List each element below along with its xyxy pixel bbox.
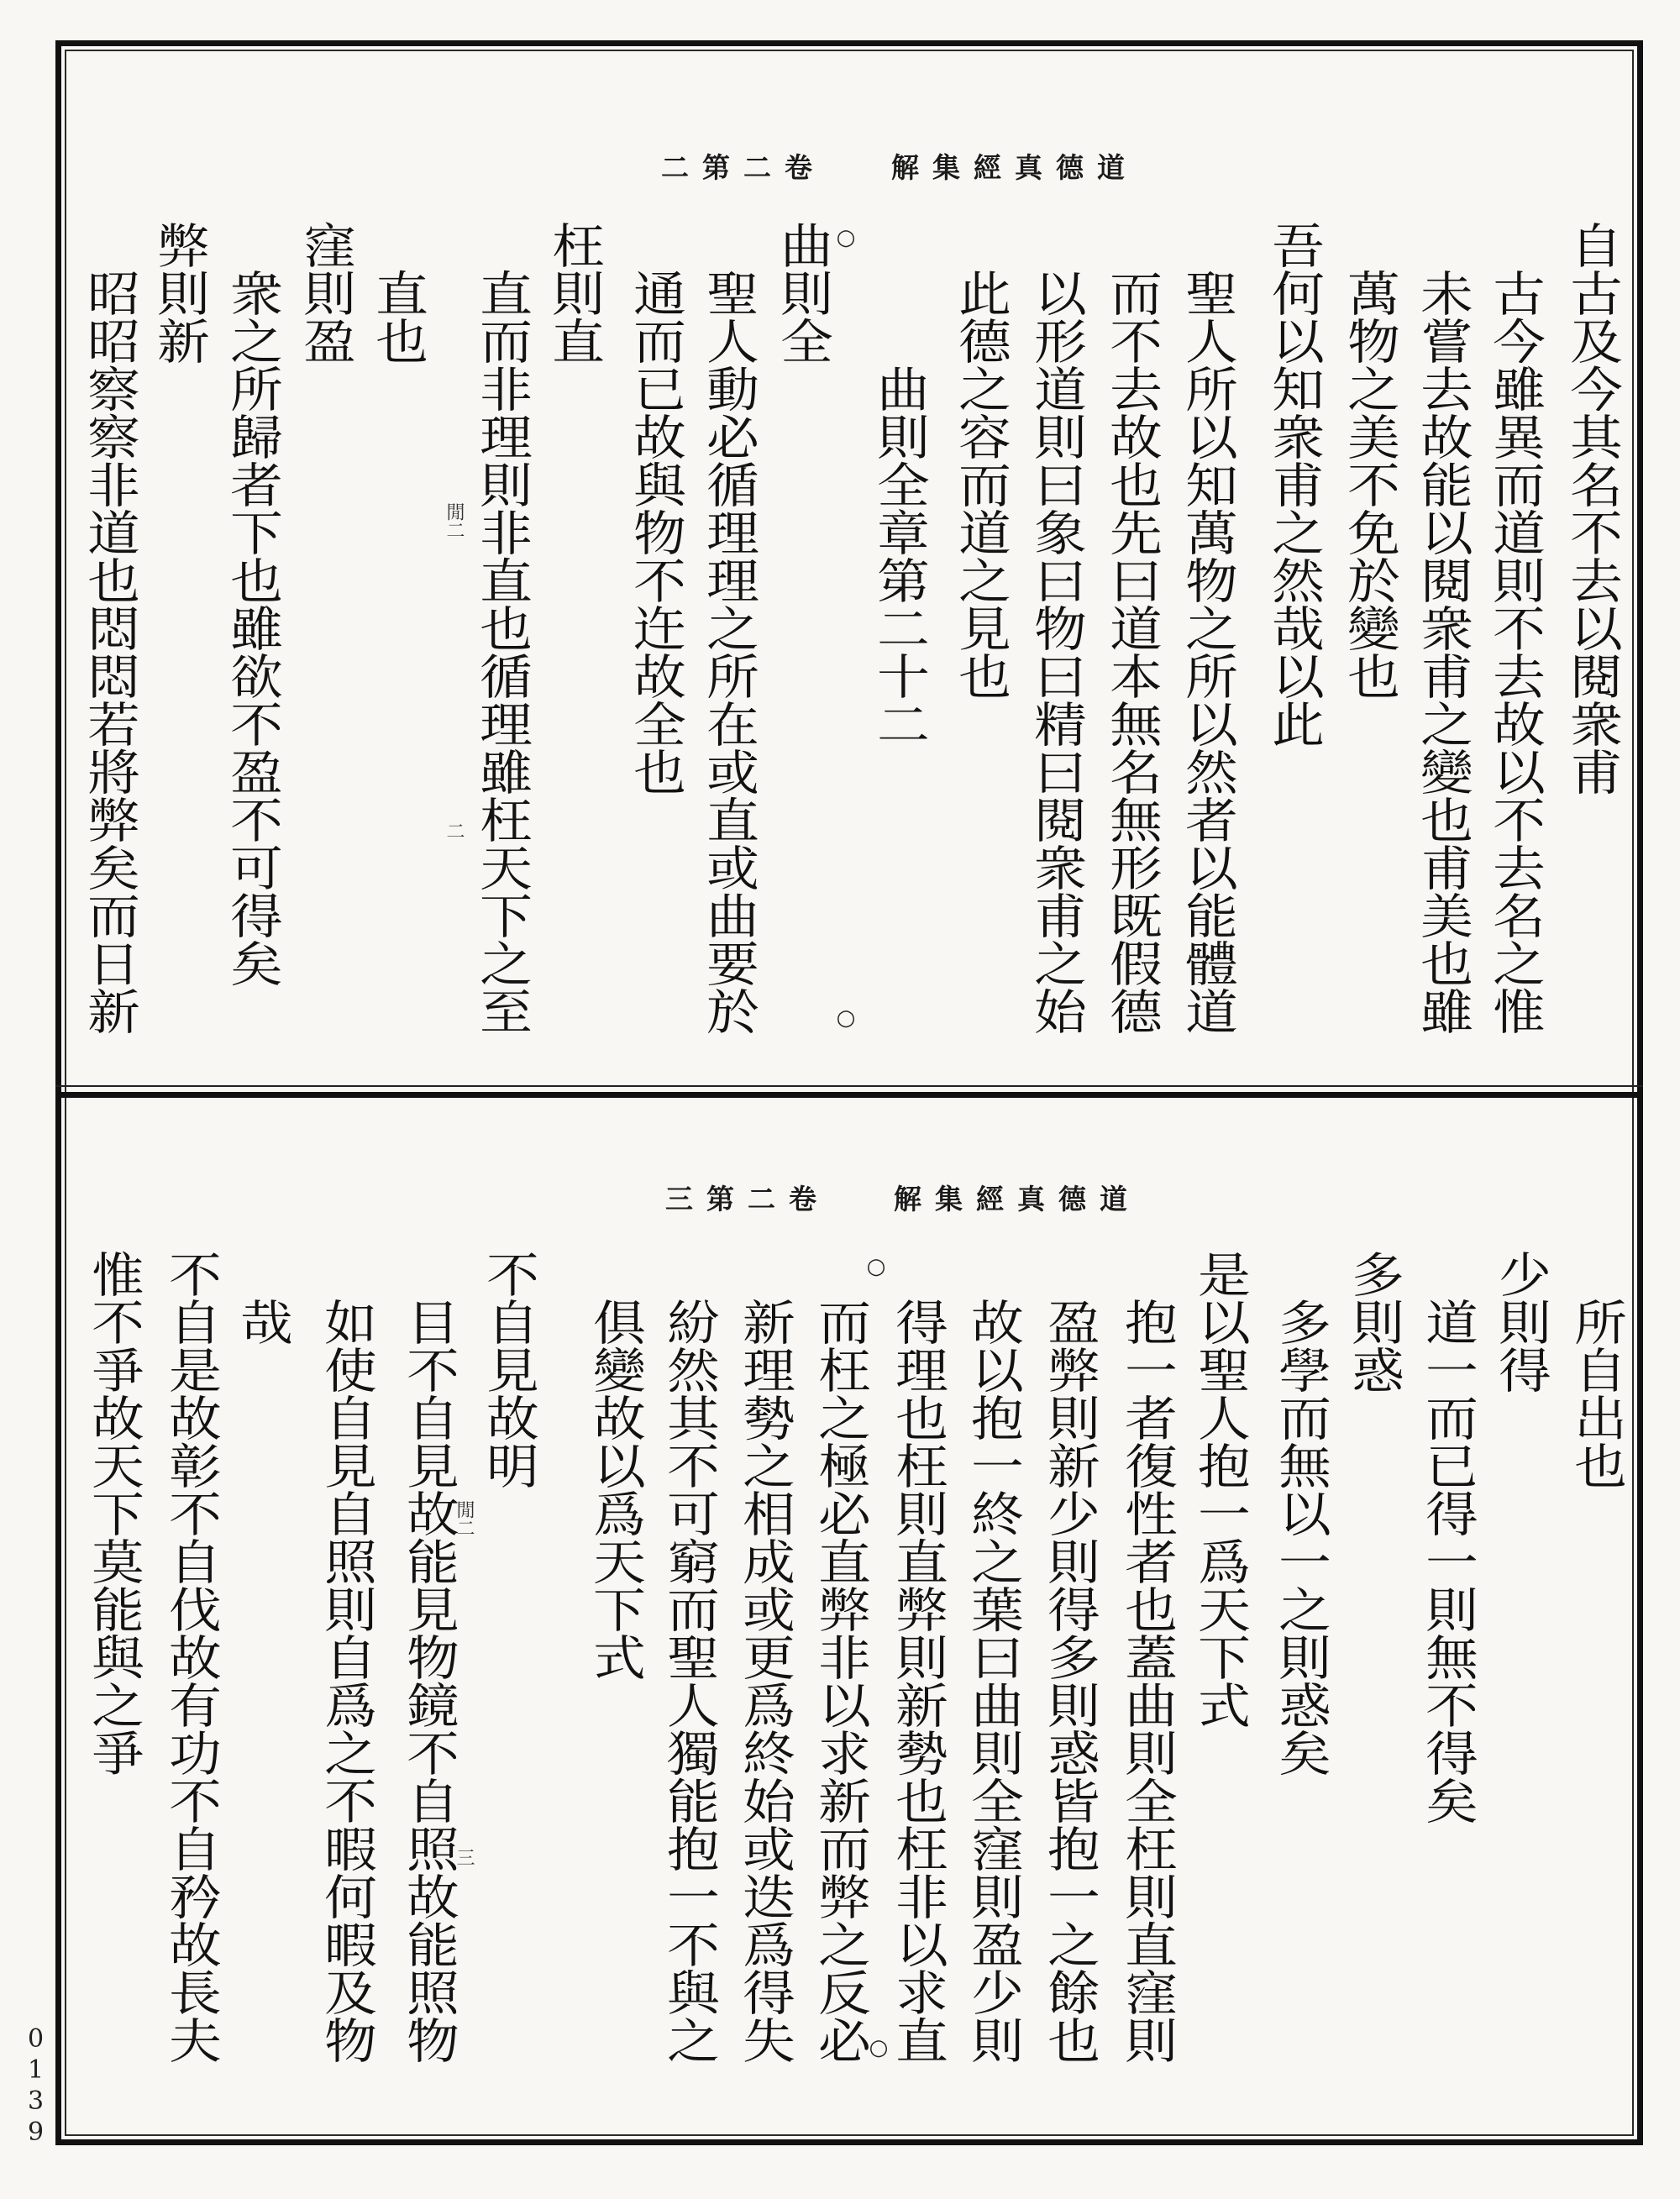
text-column: 萬物之美不免於變也 bbox=[1338, 269, 1400, 700]
text-column: 多則惑 bbox=[1342, 1250, 1404, 1393]
running-header-chapter: 卷二第二 bbox=[661, 151, 826, 184]
block-marker: 二 bbox=[444, 821, 465, 840]
text-column: 目不自見故能見物鏡不自照故能照物 bbox=[397, 1298, 459, 2064]
text-column: 曲則全 bbox=[771, 221, 833, 365]
text-column: 窪則盈 bbox=[294, 221, 356, 365]
circle-mark: ○ bbox=[869, 2035, 889, 2060]
running-header-chapter: 卷二第三 bbox=[665, 1183, 830, 1215]
chapter-title-column: 曲則全章第二十二 bbox=[868, 365, 930, 748]
text-column: 紛然其不可窮而聖人獨能抱一不與之 bbox=[658, 1298, 720, 2064]
text-column: 直也 bbox=[366, 269, 428, 365]
text-column: 未嘗去故能以閱衆甫之變也甫美也雖 bbox=[1411, 269, 1473, 1035]
text-column: 此德之容而道之見也 bbox=[949, 269, 1011, 700]
text-column: 哉 bbox=[231, 1298, 293, 1346]
text-column: 是以聖人抱一爲天下式 bbox=[1189, 1250, 1251, 1729]
text-column: 聖人所以知萬物之所以然者以能體道 bbox=[1176, 269, 1238, 1035]
circle-mark: ○ bbox=[836, 1005, 856, 1031]
text-column: 而枉之極必直弊非以求新而弊之反必 bbox=[809, 1298, 871, 2064]
running-header-title: 道德真經集解 bbox=[891, 151, 1138, 184]
text-column: 衆之所歸者下也雖欲不盈不可得矣 bbox=[221, 269, 283, 987]
text-column: 古今雖異而道則不去故以不去名之惟 bbox=[1483, 269, 1546, 1035]
text-column: 盈弊則新少則得多則惑皆抱一之餘也 bbox=[1038, 1298, 1100, 2064]
text-column: 得理也枉則直弊則新勢也枉非以求直 bbox=[886, 1298, 948, 2064]
text-column: 不自見故明 bbox=[477, 1250, 539, 1489]
text-column: 自古及今其名不去以閱衆甫 bbox=[1561, 221, 1623, 795]
text-column: 不自是故彰不自伐故有功不自矜故長夫 bbox=[160, 1250, 222, 2064]
text-column: 以形道則曰象曰物曰精曰閱衆甫之始 bbox=[1025, 269, 1087, 1035]
text-column: 枉則直 bbox=[543, 221, 605, 365]
text-column: 如使自見自照則自爲之不暇何暇及物 bbox=[315, 1298, 377, 2064]
page-divider-thin bbox=[55, 1085, 1643, 1087]
text-column: 聖人動必循理理之所在或直或曲要於 bbox=[697, 269, 759, 1035]
text-column: 吾何以知衆甫之然哉以此 bbox=[1263, 221, 1325, 748]
text-column: 直而非理則非直也循理雖枉天下之至 bbox=[470, 269, 533, 1035]
text-column: 通而已故與物不迕故全也 bbox=[624, 269, 686, 795]
block-marker: 閒二 bbox=[444, 502, 465, 539]
text-column: 所自出也 bbox=[1565, 1298, 1627, 1489]
text-column: 新理勢之相成或更爲終始或迭爲得失 bbox=[733, 1298, 795, 2064]
text-column: 故以抱一終之葉曰曲則全窪則盈少則 bbox=[962, 1298, 1024, 2064]
page-number: 0139 bbox=[21, 2024, 50, 2149]
circle-mark: ○ bbox=[836, 225, 856, 250]
block-marker: 閒二 bbox=[454, 1500, 475, 1537]
text-column: 俱變故以爲天下式 bbox=[584, 1298, 646, 1681]
text-column: 抱一者復性者也蓋曲則全枉則直窪則 bbox=[1116, 1298, 1178, 2064]
text-column: 而不去故也先曰道本無名無形既假德 bbox=[1100, 269, 1163, 1035]
block-marker: 三 bbox=[454, 1848, 475, 1866]
page-divider bbox=[55, 1092, 1643, 1098]
running-header-title: 道德真經集解 bbox=[894, 1183, 1141, 1215]
text-column: 昭昭察察非道也悶悶若將弊矣而日新 bbox=[78, 269, 140, 1035]
text-column: 道一而已得一則無不得矣 bbox=[1416, 1298, 1478, 1824]
text-column: 弊則新 bbox=[148, 221, 210, 365]
text-column: 少則得 bbox=[1489, 1250, 1551, 1393]
text-column: 惟不爭故天下莫能與之爭 bbox=[82, 1250, 144, 1777]
text-column: 多學而無以一之則惑矣 bbox=[1269, 1298, 1331, 1777]
circle-mark: ○ bbox=[866, 1254, 886, 1279]
